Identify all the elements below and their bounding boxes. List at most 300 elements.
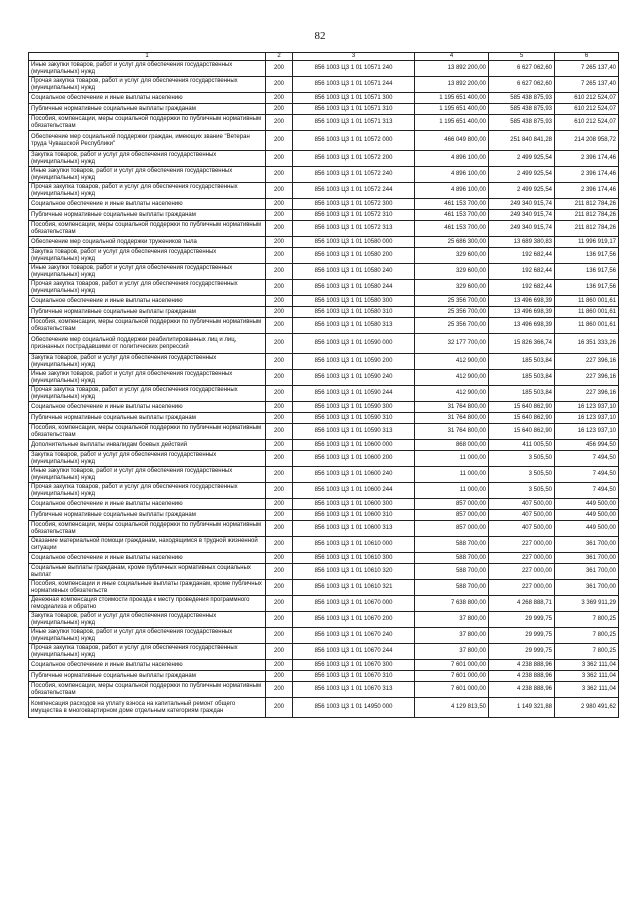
row-code-cell: 856 1003 Ц3 1 01 10571 300	[293, 93, 415, 104]
row-name-cell: Социальное обеспечение и иные выплаты населению	[29, 93, 266, 104]
row-kvr-cell: 200	[266, 413, 293, 424]
row-kvr-cell: 200	[266, 386, 293, 402]
header-col-6: 6	[555, 53, 619, 61]
row-rest-cell: 361 700,00	[555, 564, 619, 580]
row-kvr-cell: 200	[266, 467, 293, 483]
row-kvr-cell: 200	[266, 334, 293, 354]
row-kvr-cell: 200	[266, 104, 293, 115]
row-plan-cell: 37 800,00	[415, 644, 489, 660]
table-body	[29, 61, 619, 718]
row-plan-cell: 857 000,00	[415, 521, 489, 537]
table-row	[29, 440, 619, 451]
row-rest-cell: 361 700,00	[555, 580, 619, 596]
row-rest-cell: 2 396 174,46	[555, 151, 619, 167]
row-name-cell: Закупка товаров, работ и услуг для обеспечения государственных (муниципальных) нужд	[29, 354, 266, 370]
row-fact-cell: 185 503,84	[489, 386, 555, 402]
row-fact-cell: 4 238 888,96	[489, 660, 555, 671]
row-rest-cell: 2 396 174,46	[555, 167, 619, 183]
table-row	[29, 580, 619, 596]
row-kvr-cell: 200	[266, 151, 293, 167]
row-name-cell: Публичные нормативные социальные выплаты гражданам	[29, 413, 266, 424]
row-code-cell: 856 1003 Ц3 1 01 10572 240	[293, 167, 415, 183]
row-plan-cell: 857 000,00	[415, 499, 489, 510]
table-row	[29, 370, 619, 386]
row-code-cell: 856 1003 Ц3 1 01 10580 240	[293, 264, 415, 280]
table-row	[29, 424, 619, 440]
row-plan-cell: 7 638 800,00	[415, 596, 489, 612]
table-row	[29, 682, 619, 698]
row-code-cell: 856 1003 Ц3 1 01 10580 300	[293, 296, 415, 307]
row-code-cell: 856 1003 Ц3 1 01 10600 000	[293, 440, 415, 451]
row-plan-cell: 588 700,00	[415, 553, 489, 564]
row-fact-cell: 4 238 888,96	[489, 682, 555, 698]
row-fact-cell: 15 640 862,90	[489, 402, 555, 413]
row-fact-cell: 2 499 925,54	[489, 183, 555, 199]
table-row	[29, 296, 619, 307]
row-kvr-cell: 200	[266, 221, 293, 237]
row-fact-cell: 407 500,00	[489, 521, 555, 537]
row-name-cell: Закупка товаров, работ и услуг для обеспечения государственных (муниципальных) нужд	[29, 451, 266, 467]
row-kvr-cell: 200	[266, 660, 293, 671]
table-row	[29, 167, 619, 183]
table-row	[29, 483, 619, 499]
row-plan-cell: 857 000,00	[415, 510, 489, 521]
row-code-cell: 856 1003 Ц3 1 01 10600 240	[293, 467, 415, 483]
table-row	[29, 671, 619, 682]
row-rest-cell: 16 123 937,10	[555, 424, 619, 440]
row-rest-cell: 211 812 784,26	[555, 221, 619, 237]
row-code-cell: 856 1003 Ц3 1 01 10670 240	[293, 628, 415, 644]
row-code-cell: 856 1003 Ц3 1 01 10590 200	[293, 354, 415, 370]
row-kvr-cell: 200	[266, 307, 293, 318]
table-row	[29, 467, 619, 483]
row-code-cell: 856 1003 Ц3 1 01 10670 000	[293, 596, 415, 612]
row-plan-cell: 1 195 651 400,00	[415, 115, 489, 131]
table-row	[29, 318, 619, 334]
row-fact-cell: 2 499 925,54	[489, 151, 555, 167]
row-name-cell: Публичные нормативные социальные выплаты гражданам	[29, 510, 266, 521]
row-rest-cell: 136 917,56	[555, 264, 619, 280]
row-name-cell: Закупка товаров, работ и услуг для обеспечения государственных (муниципальных) нужд	[29, 151, 266, 167]
row-fact-cell: 192 682,44	[489, 280, 555, 296]
row-code-cell: 856 1003 Ц3 1 01 10670 300	[293, 660, 415, 671]
row-kvr-cell: 200	[266, 537, 293, 553]
row-kvr-cell: 200	[266, 131, 293, 151]
table-row	[29, 237, 619, 248]
row-kvr-cell: 200	[266, 510, 293, 521]
row-name-cell: Прочая закупка товаров, работ и услуг для обеспечения государственных (муниципальных) нужд	[29, 644, 266, 660]
row-plan-cell: 461 153 700,00	[415, 199, 489, 210]
row-code-cell: 856 1003 Ц3 1 01 10670 310	[293, 671, 415, 682]
row-fact-cell: 411 005,50	[489, 440, 555, 451]
row-name-cell: Закупка товаров, работ и услуг для обеспечения государственных (муниципальных) нужд	[29, 612, 266, 628]
table-row	[29, 596, 619, 612]
row-kvr-cell: 200	[266, 296, 293, 307]
row-code-cell: 856 1003 Ц3 1 01 10670 244	[293, 644, 415, 660]
header-col-1: 1	[29, 53, 266, 61]
row-kvr-cell: 200	[266, 521, 293, 537]
row-name-cell: Иные закупки товаров, работ и услуг для обеспечения государственных (муниципальных) нужд	[29, 167, 266, 183]
row-fact-cell: 185 503,84	[489, 354, 555, 370]
row-plan-cell: 1 195 651 400,00	[415, 104, 489, 115]
row-rest-cell: 456 994,50	[555, 440, 619, 451]
table-row	[29, 77, 619, 93]
row-name-cell: Прочая закупка товаров, работ и услуг для обеспечения государственных (муниципальных) нужд	[29, 183, 266, 199]
row-name-cell: Публичные нормативные социальные выплаты гражданам	[29, 104, 266, 115]
row-kvr-cell: 200	[266, 370, 293, 386]
row-code-cell: 856 1003 Ц3 1 01 10572 000	[293, 131, 415, 151]
row-name-cell: Социальное обеспечение и иные выплаты населению	[29, 402, 266, 413]
row-kvr-cell: 200	[266, 682, 293, 698]
row-kvr-cell: 200	[266, 596, 293, 612]
row-rest-cell: 227 396,16	[555, 386, 619, 402]
table-row	[29, 564, 619, 580]
row-name-cell: Прочая закупка товаров, работ и услуг для обеспечения государственных (муниципальных) нужд	[29, 77, 266, 93]
row-plan-cell: 868 000,00	[415, 440, 489, 451]
row-plan-cell: 31 764 800,00	[415, 413, 489, 424]
table-row	[29, 280, 619, 296]
row-code-cell: 856 1003 Ц3 1 01 10580 244	[293, 280, 415, 296]
row-fact-cell: 407 500,00	[489, 499, 555, 510]
row-rest-cell: 227 396,16	[555, 370, 619, 386]
table-row	[29, 248, 619, 264]
table-row	[29, 521, 619, 537]
row-name-cell: Пособия, компенсации, меры социальной поддержки по публичным нормативным обязательствам	[29, 521, 266, 537]
row-plan-cell: 412 900,00	[415, 354, 489, 370]
table-header	[29, 53, 619, 61]
row-code-cell: 856 1003 Ц3 1 01 10590 000	[293, 334, 415, 354]
row-code-cell: 856 1003 Ц3 1 01 10600 200	[293, 451, 415, 467]
row-fact-cell: 6 627 062,60	[489, 61, 555, 77]
row-rest-cell: 211 812 784,26	[555, 199, 619, 210]
row-plan-cell: 4 896 100,00	[415, 151, 489, 167]
header-row	[29, 53, 619, 61]
row-name-cell: Иные закупки товаров, работ и услуг для обеспечения государственных (муниципальных) нужд	[29, 467, 266, 483]
row-fact-cell: 407 500,00	[489, 510, 555, 521]
row-name-cell: Прочая закупка товаров, работ и услуг для обеспечения государственных (муниципальных) нужд	[29, 483, 266, 499]
table-row	[29, 221, 619, 237]
row-code-cell: 856 1003 Ц3 1 01 10600 310	[293, 510, 415, 521]
table-row	[29, 264, 619, 280]
header-col-3: 3	[293, 53, 415, 61]
row-name-cell: Публичные нормативные социальные выплаты гражданам	[29, 210, 266, 221]
row-code-cell: 856 1003 Ц3 1 01 10580 313	[293, 318, 415, 334]
row-rest-cell: 214 208 958,72	[555, 131, 619, 151]
row-fact-cell: 192 682,44	[489, 248, 555, 264]
table-row	[29, 660, 619, 671]
row-kvr-cell: 200	[266, 612, 293, 628]
row-fact-cell: 585 438 875,93	[489, 115, 555, 131]
row-plan-cell: 13 892 200,00	[415, 77, 489, 93]
row-rest-cell: 7 494,50	[555, 467, 619, 483]
row-plan-cell: 329 600,00	[415, 280, 489, 296]
row-code-cell: 856 1003 Ц3 1 01 10610 300	[293, 553, 415, 564]
row-kvr-cell: 200	[266, 644, 293, 660]
row-fact-cell: 227 000,00	[489, 580, 555, 596]
row-code-cell: 856 1003 Ц3 1 01 10590 313	[293, 424, 415, 440]
table-row	[29, 553, 619, 564]
row-rest-cell: 3 362 111,04	[555, 682, 619, 698]
row-plan-cell: 37 800,00	[415, 628, 489, 644]
row-plan-cell: 37 800,00	[415, 612, 489, 628]
row-code-cell: 856 1003 Ц3 1 01 10600 313	[293, 521, 415, 537]
row-rest-cell: 449 500,00	[555, 499, 619, 510]
row-plan-cell: 25 686 300,00	[415, 237, 489, 248]
row-fact-cell: 6 627 062,60	[489, 77, 555, 93]
row-name-cell: Прочая закупка товаров, работ и услуг для обеспечения государственных (муниципальных) нужд	[29, 280, 266, 296]
row-name-cell: Дополнительные выплаты инвалидам боевых действий	[29, 440, 266, 451]
row-fact-cell: 585 438 875,93	[489, 104, 555, 115]
row-kvr-cell: 200	[266, 199, 293, 210]
row-kvr-cell: 200	[266, 210, 293, 221]
row-code-cell: 856 1003 Ц3 1 01 10572 313	[293, 221, 415, 237]
row-plan-cell: 412 900,00	[415, 386, 489, 402]
row-name-cell: Иные закупки товаров, работ и услуг для обеспечения государственных (муниципальных) нужд	[29, 370, 266, 386]
table-row	[29, 499, 619, 510]
row-fact-cell: 29 999,75	[489, 612, 555, 628]
row-name-cell: Публичные нормативные социальные выплаты гражданам	[29, 671, 266, 682]
row-plan-cell: 25 356 700,00	[415, 307, 489, 318]
table-row	[29, 104, 619, 115]
row-plan-cell: 25 356 700,00	[415, 318, 489, 334]
row-name-cell: Публичные нормативные социальные выплаты гражданам	[29, 307, 266, 318]
row-kvr-cell: 200	[266, 264, 293, 280]
row-name-cell: Пособия, компенсации, меры социальной поддержки по публичным нормативным обязательствам	[29, 318, 266, 334]
row-kvr-cell: 200	[266, 698, 293, 718]
row-plan-cell: 4 129 813,50	[415, 698, 489, 718]
row-fact-cell: 13 689 380,83	[489, 237, 555, 248]
row-code-cell: 856 1003 Ц3 1 01 10580 000	[293, 237, 415, 248]
row-kvr-cell: 200	[266, 402, 293, 413]
header-col-4: 4	[415, 53, 489, 61]
row-kvr-cell: 200	[266, 499, 293, 510]
table-row	[29, 115, 619, 131]
row-code-cell: 856 1003 Ц3 1 01 10610 321	[293, 580, 415, 596]
table-row	[29, 612, 619, 628]
page-number: 82	[314, 30, 326, 42]
row-rest-cell: 11 860 001,61	[555, 318, 619, 334]
row-plan-cell: 1 195 651 400,00	[415, 93, 489, 104]
row-name-cell: Закупка товаров, работ и услуг для обеспечения государственных (муниципальных) нужд	[29, 248, 266, 264]
table-row	[29, 93, 619, 104]
row-name-cell: Пособия, компенсации, меры социальной поддержки по публичным нормативным обязательствам	[29, 682, 266, 698]
row-fact-cell: 249 340 915,74	[489, 210, 555, 221]
row-rest-cell: 211 812 784,26	[555, 210, 619, 221]
row-rest-cell: 11 860 001,61	[555, 296, 619, 307]
row-name-cell: Иные закупки товаров, работ и услуг для обеспечения государственных (муниципальных) нужд	[29, 61, 266, 77]
row-kvr-cell: 200	[266, 553, 293, 564]
row-kvr-cell: 200	[266, 564, 293, 580]
row-code-cell: 856 1003 Ц3 1 01 10670 200	[293, 612, 415, 628]
row-rest-cell: 2 980 491,62	[555, 698, 619, 718]
row-plan-cell: 11 000,00	[415, 483, 489, 499]
row-fact-cell: 251 840 841,28	[489, 131, 555, 151]
table-row	[29, 402, 619, 413]
row-plan-cell: 7 601 000,00	[415, 671, 489, 682]
row-code-cell: 856 1003 Ц3 1 01 10571 240	[293, 61, 415, 77]
header-col-5: 5	[489, 53, 555, 61]
table-row	[29, 628, 619, 644]
row-rest-cell: 7 494,50	[555, 451, 619, 467]
row-code-cell: 856 1003 Ц3 1 01 10590 244	[293, 386, 415, 402]
row-name-cell: Социальное обеспечение и иные выплаты населению	[29, 296, 266, 307]
row-rest-cell: 7 800,25	[555, 628, 619, 644]
row-rest-cell: 7 494,50	[555, 483, 619, 499]
row-name-cell: Пособия, компенсации, меры социальной поддержки по публичным нормативным обязательствам	[29, 221, 266, 237]
row-code-cell: 856 1003 Ц3 1 01 10571 313	[293, 115, 415, 131]
row-fact-cell: 185 503,84	[489, 370, 555, 386]
row-rest-cell: 7 265 137,40	[555, 61, 619, 77]
row-rest-cell: 3 362 111,04	[555, 660, 619, 671]
table-row	[29, 183, 619, 199]
row-fact-cell: 1 149 321,88	[489, 698, 555, 718]
row-name-cell: Обеспечение мер социальной поддержки тружеников тыла	[29, 237, 266, 248]
row-code-cell: 856 1003 Ц3 1 01 10571 310	[293, 104, 415, 115]
row-kvr-cell: 200	[266, 440, 293, 451]
row-rest-cell: 610 212 524,07	[555, 93, 619, 104]
row-plan-cell: 31 764 800,00	[415, 424, 489, 440]
row-rest-cell: 11 996 919,17	[555, 237, 619, 248]
row-kvr-cell: 200	[266, 183, 293, 199]
row-name-cell: Социальные выплаты гражданам, кроме публичных нормативных социальных выплат	[29, 564, 266, 580]
row-kvr-cell: 200	[266, 318, 293, 334]
row-fact-cell: 249 340 915,74	[489, 199, 555, 210]
row-plan-cell: 412 900,00	[415, 370, 489, 386]
row-plan-cell: 13 892 200,00	[415, 61, 489, 77]
row-fact-cell: 227 000,00	[489, 553, 555, 564]
row-kvr-cell: 200	[266, 628, 293, 644]
row-name-cell: Оказание материальной помощи гражданам, находящимся в трудной жизненной ситуации	[29, 537, 266, 553]
row-fact-cell: 13 496 698,39	[489, 318, 555, 334]
table-row	[29, 210, 619, 221]
row-name-cell: Компенсация расходов на уплату взноса на капитальный ремонт общего имущества в многоквартирном доме отдельным категориям граждан	[29, 698, 266, 718]
row-rest-cell: 7 265 137,40	[555, 77, 619, 93]
row-code-cell: 856 1003 Ц3 1 01 10572 244	[293, 183, 415, 199]
row-name-cell: Прочая закупка товаров, работ и услуг для обеспечения государственных (муниципальных) нужд	[29, 386, 266, 402]
row-kvr-cell: 200	[266, 61, 293, 77]
row-code-cell: 856 1003 Ц3 1 01 10572 310	[293, 210, 415, 221]
row-rest-cell: 7 800,25	[555, 612, 619, 628]
row-fact-cell: 3 505,50	[489, 483, 555, 499]
row-rest-cell: 16 351 333,26	[555, 334, 619, 354]
row-code-cell: 856 1003 Ц3 1 01 10572 200	[293, 151, 415, 167]
row-kvr-cell: 200	[266, 354, 293, 370]
row-name-cell: Пособия, компенсации и иные социальные выплаты гражданам, кроме публичных нормативных обязательств	[29, 580, 266, 596]
table-row	[29, 537, 619, 553]
row-name-cell: Денежная компенсация стоимости проезда к месту проведения программного гемодиализа и обратно	[29, 596, 266, 612]
row-plan-cell: 588 700,00	[415, 564, 489, 580]
row-name-cell: Обеспечение мер социальной поддержки реабилитированных лиц и лиц, признанных пострадавшими от политических репрессий	[29, 334, 266, 354]
header-col-2: 2	[266, 53, 293, 61]
table-row	[29, 131, 619, 151]
row-kvr-cell: 200	[266, 580, 293, 596]
row-plan-cell: 329 600,00	[415, 264, 489, 280]
row-rest-cell: 3 362 111,04	[555, 671, 619, 682]
row-rest-cell: 610 212 524,07	[555, 115, 619, 131]
row-plan-cell: 466 049 800,00	[415, 131, 489, 151]
row-rest-cell: 449 500,00	[555, 510, 619, 521]
row-code-cell: 856 1003 Ц3 1 01 10670 313	[293, 682, 415, 698]
row-kvr-cell: 200	[266, 237, 293, 248]
budget-table	[28, 52, 619, 718]
row-kvr-cell: 200	[266, 671, 293, 682]
row-fact-cell: 227 000,00	[489, 564, 555, 580]
row-name-cell: Социальное обеспечение и иные выплаты населению	[29, 660, 266, 671]
row-fact-cell: 227 000,00	[489, 537, 555, 553]
table-row	[29, 644, 619, 660]
row-kvr-cell: 200	[266, 248, 293, 264]
table-row	[29, 451, 619, 467]
table-row	[29, 307, 619, 318]
table-row	[29, 151, 619, 167]
row-fact-cell: 3 505,50	[489, 451, 555, 467]
row-kvr-cell: 200	[266, 77, 293, 93]
row-rest-cell: 3 369 911,29	[555, 596, 619, 612]
table-row	[29, 386, 619, 402]
row-name-cell: Социальное обеспечение и иные выплаты населению	[29, 199, 266, 210]
row-plan-cell: 588 700,00	[415, 537, 489, 553]
row-rest-cell: 361 700,00	[555, 537, 619, 553]
row-fact-cell: 29 999,75	[489, 628, 555, 644]
row-plan-cell: 7 601 000,00	[415, 682, 489, 698]
row-code-cell: 856 1003 Ц3 1 01 10590 240	[293, 370, 415, 386]
row-rest-cell: 2 396 174,46	[555, 183, 619, 199]
row-rest-cell: 136 917,56	[555, 280, 619, 296]
row-kvr-cell: 200	[266, 424, 293, 440]
row-fact-cell: 13 496 698,39	[489, 296, 555, 307]
row-fact-cell: 15 640 862,90	[489, 424, 555, 440]
row-name-cell: Пособия, компенсации, меры социальной поддержки по публичным нормативным обязательствам	[29, 424, 266, 440]
row-plan-cell: 588 700,00	[415, 580, 489, 596]
row-plan-cell: 4 896 100,00	[415, 167, 489, 183]
row-name-cell: Обеспечение мер социальной поддержки граждан, имеющих звание "Ветеран труда Чувашской Республики"	[29, 131, 266, 151]
row-fact-cell: 13 496 698,39	[489, 307, 555, 318]
row-plan-cell: 11 000,00	[415, 451, 489, 467]
row-plan-cell: 461 153 700,00	[415, 221, 489, 237]
row-plan-cell: 329 600,00	[415, 248, 489, 264]
row-name-cell: Социальное обеспечение и иные выплаты населению	[29, 553, 266, 564]
row-rest-cell: 449 500,00	[555, 521, 619, 537]
row-kvr-cell: 200	[266, 483, 293, 499]
row-code-cell: 856 1003 Ц3 1 01 14950 000	[293, 698, 415, 718]
row-rest-cell: 227 396,16	[555, 354, 619, 370]
row-rest-cell: 16 123 937,10	[555, 402, 619, 413]
row-name-cell: Иные закупки товаров, работ и услуг для обеспечения государственных (муниципальных) нужд	[29, 628, 266, 644]
row-kvr-cell: 200	[266, 93, 293, 104]
row-code-cell: 856 1003 Ц3 1 01 10600 244	[293, 483, 415, 499]
row-rest-cell: 361 700,00	[555, 553, 619, 564]
row-rest-cell: 136 917,56	[555, 248, 619, 264]
row-fact-cell: 2 499 925,54	[489, 167, 555, 183]
row-fact-cell: 192 682,44	[489, 264, 555, 280]
row-name-cell: Пособия, компенсации, меры социальной поддержки по публичным нормативным обязательствам	[29, 115, 266, 131]
row-rest-cell: 11 860 001,61	[555, 307, 619, 318]
row-fact-cell: 4 268 888,71	[489, 596, 555, 612]
row-plan-cell: 25 356 700,00	[415, 296, 489, 307]
row-code-cell: 856 1003 Ц3 1 01 10610 320	[293, 564, 415, 580]
row-plan-cell: 4 896 100,00	[415, 183, 489, 199]
row-fact-cell: 15 640 862,90	[489, 413, 555, 424]
row-code-cell: 856 1003 Ц3 1 01 10610 000	[293, 537, 415, 553]
row-fact-cell: 249 340 915,74	[489, 221, 555, 237]
table-row	[29, 61, 619, 77]
row-plan-cell: 7 601 000,00	[415, 660, 489, 671]
row-code-cell: 856 1003 Ц3 1 01 10572 300	[293, 199, 415, 210]
row-plan-cell: 11 000,00	[415, 467, 489, 483]
row-fact-cell: 15 826 366,74	[489, 334, 555, 354]
row-plan-cell: 32 177 700,00	[415, 334, 489, 354]
row-kvr-cell: 200	[266, 167, 293, 183]
